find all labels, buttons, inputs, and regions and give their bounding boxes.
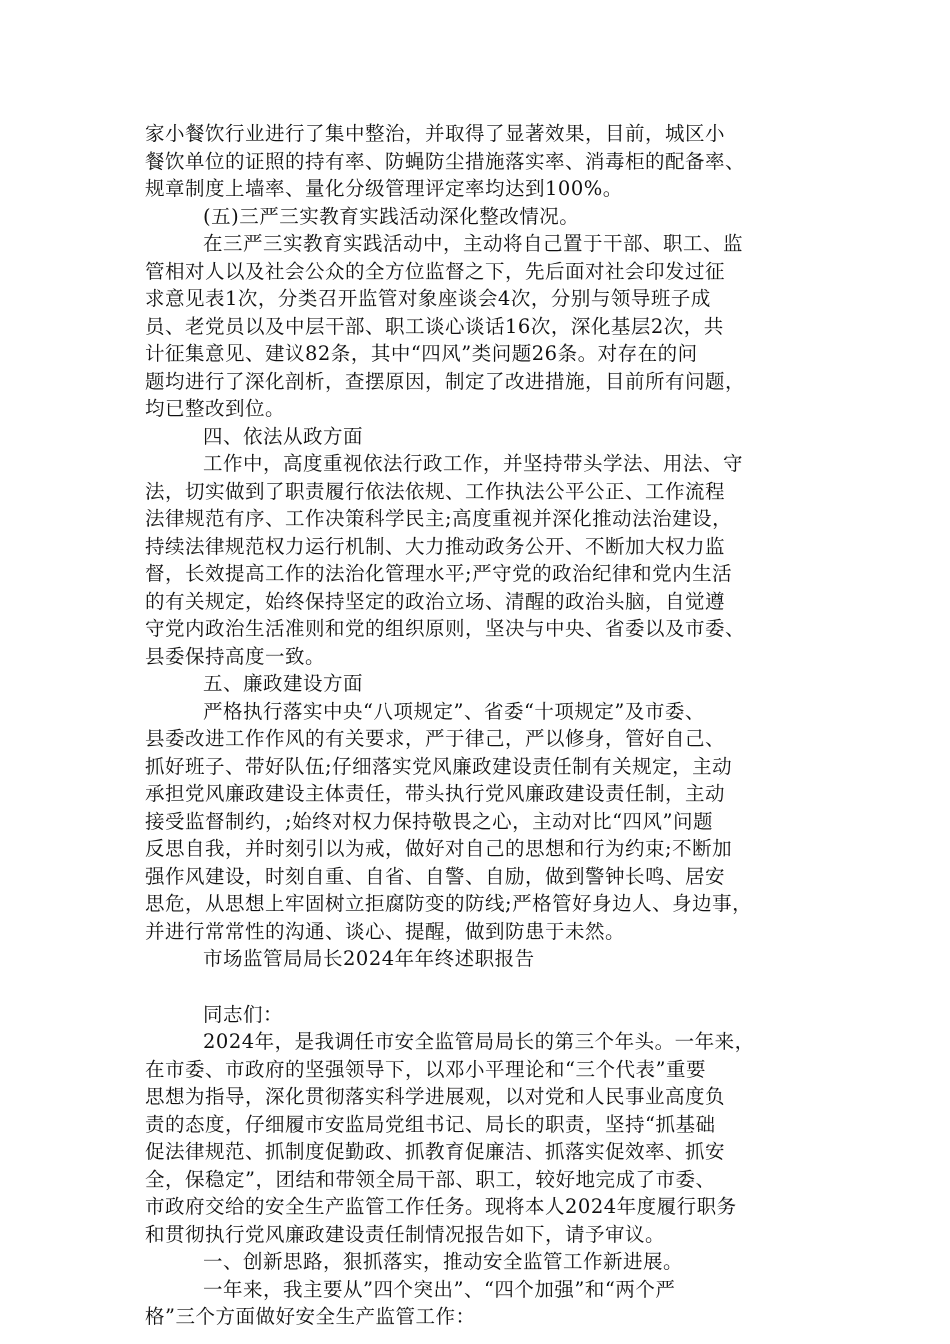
text-line: 反思自我，并时刻引以为戒，做好对自己的思想和行为约束;不断加 — [145, 837, 733, 860]
document-body — [145, 120, 825, 1331]
text-line: 四、依法从政方面 — [203, 424, 364, 448]
text-line: 一、创新思路，狠抓落实，推动安全监管工作新进展。 — [203, 1250, 684, 1273]
text-line: 员、老党员以及中层干部、职工谈心谈话16次，深化基层2次，共 — [145, 314, 724, 338]
text-line: 促法律规范、抓制度促勤政、抓教育促廉洁、抓落实促效率、抓安 — [145, 1140, 726, 1163]
text-line: 求意见表1次，分类召开监管对象座谈会4次，分别与领导班子成 — [145, 287, 711, 310]
text-line: 县委保持高度一致。 — [145, 644, 326, 668]
text-line: 督，长效提高工作的法治化管理水平;严守党的政治纪律和党内生活 — [145, 562, 733, 585]
text-line: 抓好班子、带好队伍;仔细落实党风廉政建设责任制有关规定，主动 — [145, 754, 733, 778]
text-line: 题均进行了深化剖析，查摆原因，制定了改进措施，目前所有问题， — [145, 369, 746, 393]
text-line: 在三严三实教育实践活动中，主动将自己置于干部、职工、监 — [203, 232, 744, 255]
text-line: 思危，从思想上牢固树立拒腐防变的防线;严格管好身边人、身边事， — [145, 892, 753, 915]
text-line: 同志们： — [203, 1002, 284, 1026]
text-line: 2024年，是我调任市安全监管局局长的第三个年头。一年来， — [203, 1030, 755, 1053]
text-line: 计征集意见、建议82条，其中“四风”类问题26条。对存在的问 — [145, 342, 698, 365]
text-line: 管相对人以及社会公众的全方位监督之下，先后面对社会印发过征 — [145, 259, 726, 283]
text-line: 五、廉政建设方面 — [203, 672, 364, 695]
text-line: 责的态度，仔细履市安监局党组书记、局长的职责，坚持“抓基础 — [145, 1112, 716, 1136]
text-line: 工作中，高度重视依法行政工作，并坚持带头学法、用法、守 — [203, 452, 744, 475]
text-line: 法，切实做到了职责履行依法依规、工作执法公平公正、工作流程 — [145, 479, 726, 503]
text-line: 严格执行落实中央“八项规定”、省委“十项规定”及市委、 — [203, 699, 705, 723]
text-line: 餐饮单位的证照的持有率、防蝇防尘措施落实率、消毒柜的配备率、 — [145, 149, 746, 173]
text-line: 并进行常常性的沟通、谈心、提醒，做到防患于未然。 — [145, 919, 626, 943]
text-line: 家小餐饮行业进行了集中整治，并取得了显著效果，目前，城区小 — [145, 122, 726, 145]
text-line: 接受监督制约，;始终对权力保持敬畏之心，主动对比“四风”问题 — [145, 809, 714, 833]
text-line: 在市委、市政府的坚强领导下，以邓小平理论和“三个代表”重要 — [145, 1057, 706, 1081]
text-line: 市场监管局局长2024年年终述职报告 — [203, 947, 535, 970]
text-line: 强作风建设，时刻自重、自省、自警、自励，做到警钟长鸣、居安 — [145, 864, 726, 888]
text-line: 市政府交给的安全生产监管工作任务。现将本人2024年度履行职务 — [145, 1195, 737, 1218]
text-line: 规章制度上墙率、量化分级管理评定率均达到100%。 — [145, 177, 623, 200]
text-line: 全，保稳定”，团结和带领全局干部、职工，较好地完成了市委、 — [145, 1167, 716, 1191]
blank-line — [145, 973, 825, 1001]
text-line: 县委改进工作作风的有关要求，严于律己，严以修身，管好自己、 — [145, 727, 726, 750]
text-line: 法律规范有序、工作决策科学民主;高度重视并深化推动法治建设， — [145, 507, 733, 530]
text-line: 守党内政治生活准则和党的组织原则，坚决与中央、省委以及市委、 — [145, 617, 746, 640]
text-line: 思想为指导，深化贯彻落实科学进展观，以对党和人民事业高度负 — [145, 1085, 726, 1108]
text-line: 的有关规定，始终保持坚定的政治立场、清醒的政治头脑，自觉遵 — [145, 589, 726, 613]
text-line: 一年来，我主要从”四个突出”、“四个加强”和“两个严 — [203, 1277, 676, 1301]
text-line: 格”三个方面做好安全生产监管工作： — [145, 1305, 476, 1328]
text-line: (五)三严三实教育实践活动深化整改情况。 — [203, 204, 580, 228]
text-line: 均已整改到位。 — [145, 397, 286, 420]
text-line: 和贯彻执行党风廉政建设责任制情况报告如下，请予审议。 — [145, 1222, 666, 1246]
text-line: 持续法律规范权力运行机制、大力推动政务公开、不断加大权力监 — [145, 534, 726, 558]
text-line: 承担党风廉政建设主体责任，带头执行党风廉政建设责任制，主动 — [145, 782, 726, 805]
